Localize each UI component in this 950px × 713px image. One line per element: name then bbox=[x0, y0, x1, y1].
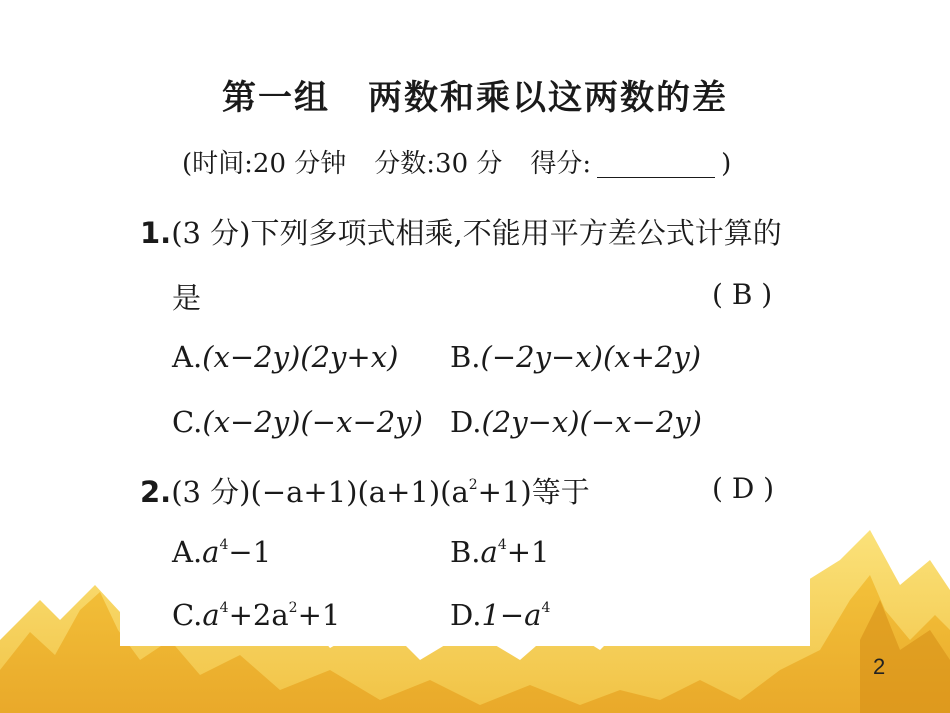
meta-line bbox=[182, 143, 731, 180]
question-2: 2.(3 分)$(-a+1)(a+1)(a^2+1)$等于 bbox=[140, 475, 590, 509]
question-1 bbox=[140, 211, 782, 252]
meta-open: ( bbox=[182, 149, 193, 179]
question-1-text: (3 分)下列多项式相乘,不能用平方差公式计算的 bbox=[171, 216, 782, 250]
question-2-answer: ( D ) bbox=[712, 472, 775, 505]
question-2-text-b: +1)等于 bbox=[477, 475, 590, 509]
question-1-answer: ( B ) bbox=[712, 278, 773, 311]
q1-option-a: A.(x−2y)(2y+x) bbox=[172, 340, 399, 374]
score-blank bbox=[597, 147, 715, 178]
title-group: 第一组 bbox=[222, 78, 330, 118]
page-title bbox=[0, 70, 950, 119]
title-topic: 两数和乘以这两数的差 bbox=[368, 78, 728, 118]
time-label: 时间:20 分钟 bbox=[192, 149, 347, 179]
got-label: 得分: bbox=[530, 149, 592, 179]
q2-option-a: $A.a^4-1$ bbox=[172, 535, 272, 569]
page-number: 2 bbox=[873, 654, 886, 679]
q2-option-b: $B.a^4+1$ bbox=[450, 535, 550, 569]
q2-option-c: $C.a^4+2a^2+1$ bbox=[172, 598, 341, 632]
score-label: 分数:30 分 bbox=[374, 149, 503, 179]
q1-option-c: C.(x−2y)(−x−2y) bbox=[172, 405, 423, 439]
q2-option-d: $D.1-a^4$ bbox=[450, 598, 551, 632]
question-1-cont: 是 bbox=[172, 281, 202, 315]
question-2-text-a: (3 分)(−a+1)(a+1)(a bbox=[171, 475, 469, 509]
q1-option-d: D.(2y−x)(−x−2y) bbox=[450, 405, 702, 439]
meta-close: ) bbox=[721, 149, 732, 179]
question-1-number: 1. bbox=[140, 216, 172, 250]
q1-option-b: B.(−2y−x)(x+2y) bbox=[450, 340, 702, 374]
question-2-number: 2. bbox=[140, 475, 172, 509]
